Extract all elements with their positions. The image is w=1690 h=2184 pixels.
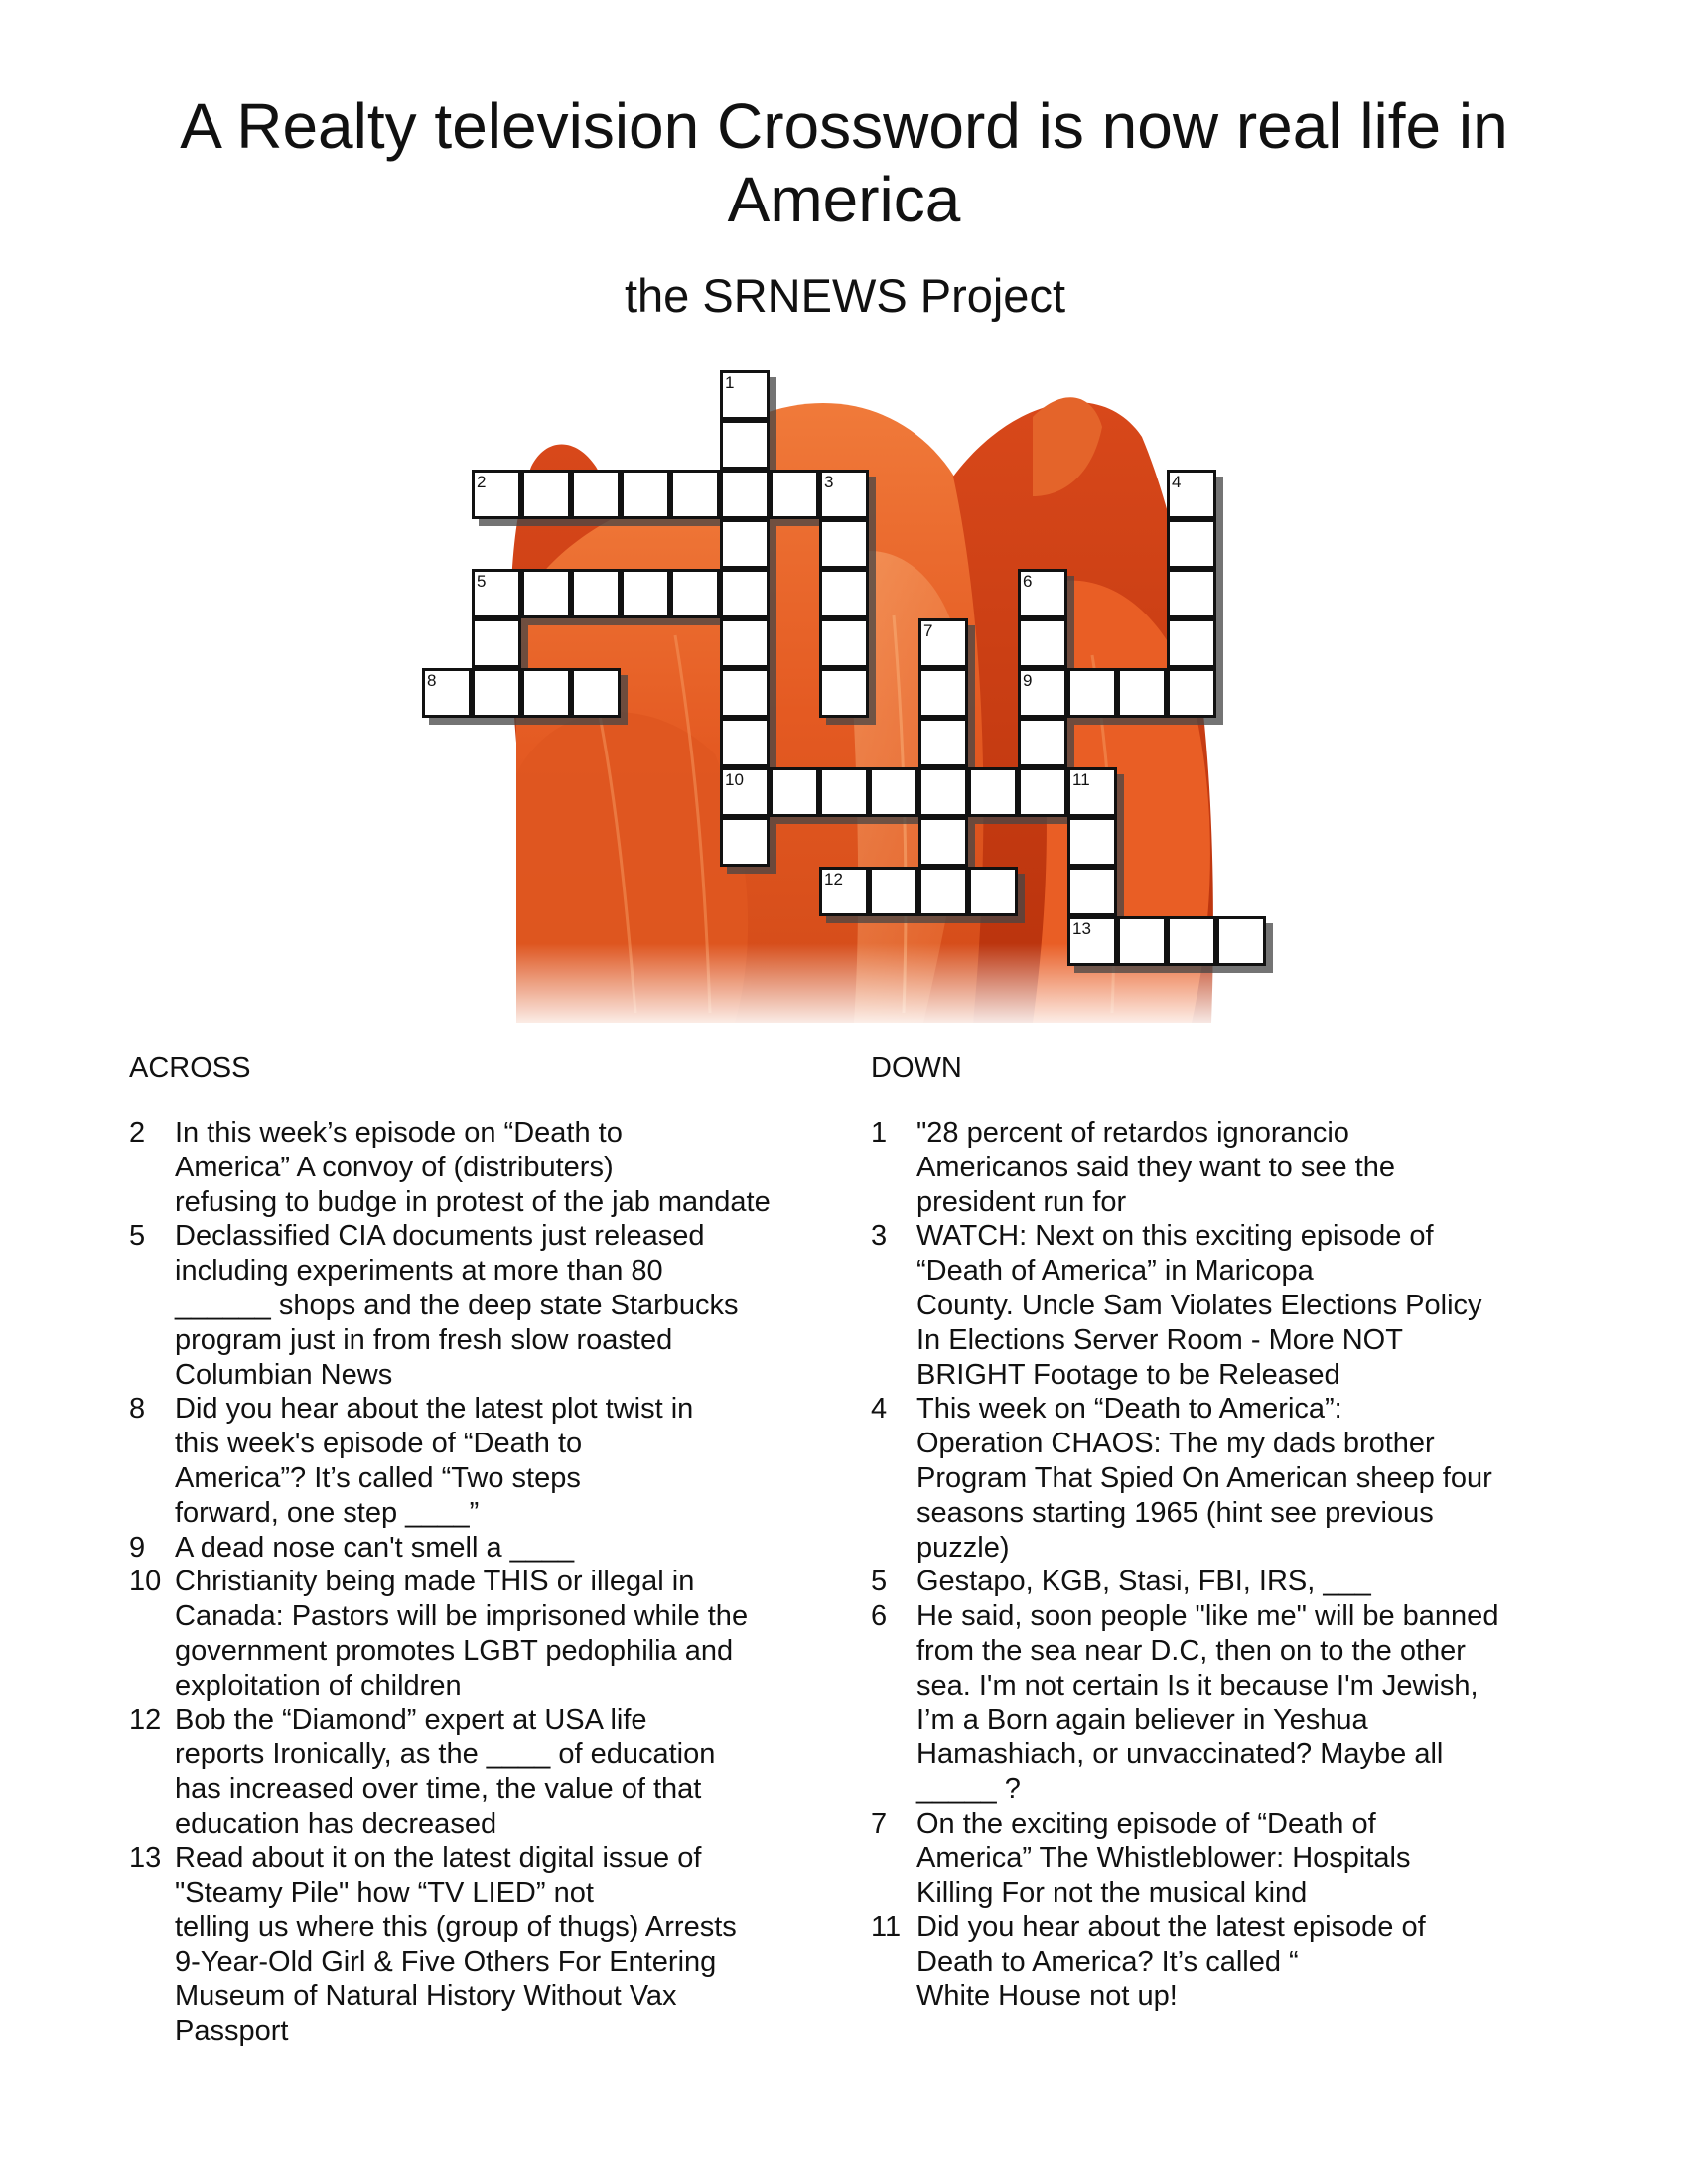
grid-cell[interactable] <box>571 569 621 618</box>
grid-cell[interactable] <box>1067 668 1117 718</box>
cell-number: 12 <box>824 870 843 888</box>
down-clue <box>871 1392 1586 1565</box>
clue-text: Bob the “Diamond” expert at USA life reports Ironically, as the ____ of education has increased over time, the value of that education has decreased <box>175 1704 716 1840</box>
cell-number: 5 <box>477 572 487 591</box>
grid-cell[interactable] <box>1216 916 1266 966</box>
clue-number: 8 <box>129 1393 146 1426</box>
clue-number: 5 <box>129 1220 146 1253</box>
clue-text: Declassified CIA documents just released including experiments at more than 80 ______ shops and the deep state Starbucks program just in from fresh slow roasted Columbian News <box>175 1220 739 1391</box>
grid-cell[interactable] <box>1167 569 1216 618</box>
across-clue <box>129 1116 844 1219</box>
grid-cell[interactable] <box>720 420 770 470</box>
clue-number: 3 <box>871 1220 888 1253</box>
grid-cell[interactable] <box>869 867 918 916</box>
grid-cell[interactable] <box>918 618 968 668</box>
grid-cell[interactable] <box>521 470 571 519</box>
clue-text: Christianity being made THIS or illegal in Canada: Pastors will be imprisoned while the government promotes LGBT pedophilia and exploitation of children <box>175 1566 749 1702</box>
cell-number: 6 <box>1023 572 1033 591</box>
clue-text: A dead nose can't smell a ____ <box>175 1531 575 1564</box>
across-heading: ACROSS <box>129 1052 251 1084</box>
clue-text: In this week’s episode on “Death to America” A convoy of (distributers) refusing to budge in protest of the jab mandate <box>175 1117 771 1218</box>
grid-cell[interactable] <box>422 668 472 718</box>
across-clue <box>129 1704 844 1842</box>
cell-number: 7 <box>923 621 933 640</box>
clue-number: 9 <box>129 1531 146 1564</box>
grid-cell[interactable] <box>720 668 770 718</box>
grid-cell[interactable] <box>720 519 770 569</box>
across-clue <box>129 1531 844 1566</box>
grid-cell[interactable] <box>1167 470 1216 519</box>
grid-cell[interactable] <box>1018 718 1067 767</box>
down-clue <box>871 1565 1586 1599</box>
clue-number: 5 <box>871 1566 888 1598</box>
grid-cell[interactable] <box>720 718 770 767</box>
grid-cell[interactable] <box>1067 767 1117 817</box>
down-clue <box>871 1116 1586 1219</box>
grid-cell[interactable] <box>819 569 869 618</box>
grid-cell[interactable] <box>819 470 869 519</box>
grid-cell[interactable] <box>1167 618 1216 668</box>
grid-cell[interactable] <box>1067 867 1117 916</box>
grid-cell[interactable] <box>1117 668 1167 718</box>
cell-number: 9 <box>1023 671 1033 690</box>
grid-cell[interactable] <box>770 470 819 519</box>
clue-number: 2 <box>129 1117 146 1149</box>
grid-cell[interactable] <box>720 569 770 618</box>
cell-number: 3 <box>824 473 834 491</box>
across-clue <box>129 1842 844 2049</box>
cell-number: 2 <box>477 473 487 491</box>
grid-cell[interactable] <box>869 767 918 817</box>
grid-cell[interactable] <box>819 519 869 569</box>
grid-cell[interactable] <box>670 470 720 519</box>
clue-number: 6 <box>871 1600 888 1633</box>
clue-text: Read about it on the latest digital issue of "Steamy Pile" how “TV LIED” not telling us where this (group of thugs) Arrests 9-Year-Old Girl & Five Others For Entering Museum of Natural History Without Vax Passport <box>175 1842 737 2047</box>
clue-number: 7 <box>871 1807 888 1840</box>
grid-cell[interactable] <box>670 569 720 618</box>
grid-cell[interactable] <box>918 718 968 767</box>
grid-cell[interactable] <box>1067 916 1117 966</box>
clue-number: 12 <box>129 1704 162 1736</box>
grid-cell[interactable] <box>621 569 670 618</box>
page-title: A Realty television Crossword is now real life in America <box>180 90 1508 235</box>
clue-number: 11 <box>871 1911 902 1944</box>
cell-number: 8 <box>427 671 437 690</box>
grid-cell[interactable] <box>968 867 1018 916</box>
grid-cell[interactable] <box>472 668 521 718</box>
down-clue <box>871 1219 1586 1392</box>
grid-cell[interactable] <box>770 767 819 817</box>
grid-cell[interactable] <box>1018 668 1067 718</box>
down-clue <box>871 1807 1586 1910</box>
grid-cell[interactable] <box>918 867 968 916</box>
clue-text: Did you hear about the latest episode of Death to America? It’s called “ White House not up! <box>916 1911 1426 2012</box>
clue-text: WATCH: Next on this exciting episode of “Death of America” in Maricopa County. Uncle Sam Violates Elections Policy In Elections Server Room - More NOT BRIGHT Footage to be Released <box>916 1220 1482 1391</box>
grid-cell[interactable] <box>521 569 571 618</box>
down-clue <box>871 1910 1586 2013</box>
grid-cell[interactable] <box>1018 618 1067 668</box>
grid-cell[interactable] <box>918 668 968 718</box>
cell-number: 10 <box>725 770 744 789</box>
grid-cell[interactable] <box>720 767 770 817</box>
grid-cell[interactable] <box>472 618 521 668</box>
clue-text: Did you hear about the latest plot twist in this week's episode of “Death to America”? It’s called “Two steps forward, one step ____” <box>175 1393 694 1529</box>
grid-cell[interactable] <box>1117 916 1167 966</box>
clue-number: 1 <box>871 1117 888 1149</box>
grid-cell[interactable] <box>1167 519 1216 569</box>
down-clue-list <box>871 1116 1586 2014</box>
grid-cell[interactable] <box>1167 668 1216 718</box>
grid-cell[interactable] <box>819 618 869 668</box>
grid-cell[interactable] <box>472 470 521 519</box>
cell-number: 13 <box>1072 919 1091 938</box>
grid-cell[interactable] <box>621 470 670 519</box>
cell-number: 11 <box>1072 770 1090 789</box>
grid-cell[interactable] <box>571 470 621 519</box>
grid-cell[interactable] <box>819 668 869 718</box>
clue-number: 4 <box>871 1393 888 1426</box>
grid-cell[interactable] <box>720 470 770 519</box>
cell-number: 4 <box>1172 473 1182 491</box>
across-clue <box>129 1565 844 1703</box>
across-clue <box>129 1392 844 1530</box>
clue-text: On the exciting episode of “Death of America” The Whistleblower: Hospitals Killing For not the musical kind <box>916 1807 1411 1909</box>
clue-number: 10 <box>129 1566 162 1598</box>
grid-cell[interactable] <box>720 817 770 867</box>
clue-text: "28 percent of retardos ignorancio Americanos said they want to see the president run for <box>916 1117 1395 1218</box>
grid-cell[interactable] <box>521 668 571 718</box>
clue-text: Gestapo, KGB, Stasi, FBI, IRS, ___ <box>916 1566 1371 1598</box>
cell-number: 1 <box>725 373 735 392</box>
clue-number: 13 <box>129 1842 162 1874</box>
grid-cell[interactable] <box>1018 569 1067 618</box>
grid-cell[interactable] <box>1018 767 1067 817</box>
down-clue <box>871 1599 1586 1807</box>
across-clue-list <box>129 1116 844 2049</box>
down-heading: DOWN <box>871 1052 962 1084</box>
grid-cell[interactable] <box>819 767 869 817</box>
grid-cell[interactable] <box>720 370 770 420</box>
grid-cell[interactable] <box>819 867 869 916</box>
grid-cell[interactable] <box>918 817 968 867</box>
grid-cell[interactable] <box>918 767 968 817</box>
clue-text: This week on “Death to America”: Operation CHAOS: The my dads brother Program That Spied On American sheep four seasons starting 1965 (hint see previous puzzle) <box>916 1393 1492 1564</box>
grid-cell[interactable] <box>1167 916 1216 966</box>
grid-cell[interactable] <box>720 618 770 668</box>
clue-text: He said, soon people "like me" will be banned from the sea near D.C, then on to the other sea. I'm not certain Is it because I'm Jewish, I’m a Born again believer in Yeshua Hamashiach, or unvaccinated? Maybe all _____ ? <box>916 1600 1499 1806</box>
grid-cell[interactable] <box>571 668 621 718</box>
across-clue <box>129 1219 844 1392</box>
grid-cell[interactable] <box>1067 817 1117 867</box>
page-subtitle: the SRNEWS Project <box>624 269 1066 322</box>
grid-cell[interactable] <box>968 767 1018 817</box>
grid-cell[interactable] <box>472 569 521 618</box>
